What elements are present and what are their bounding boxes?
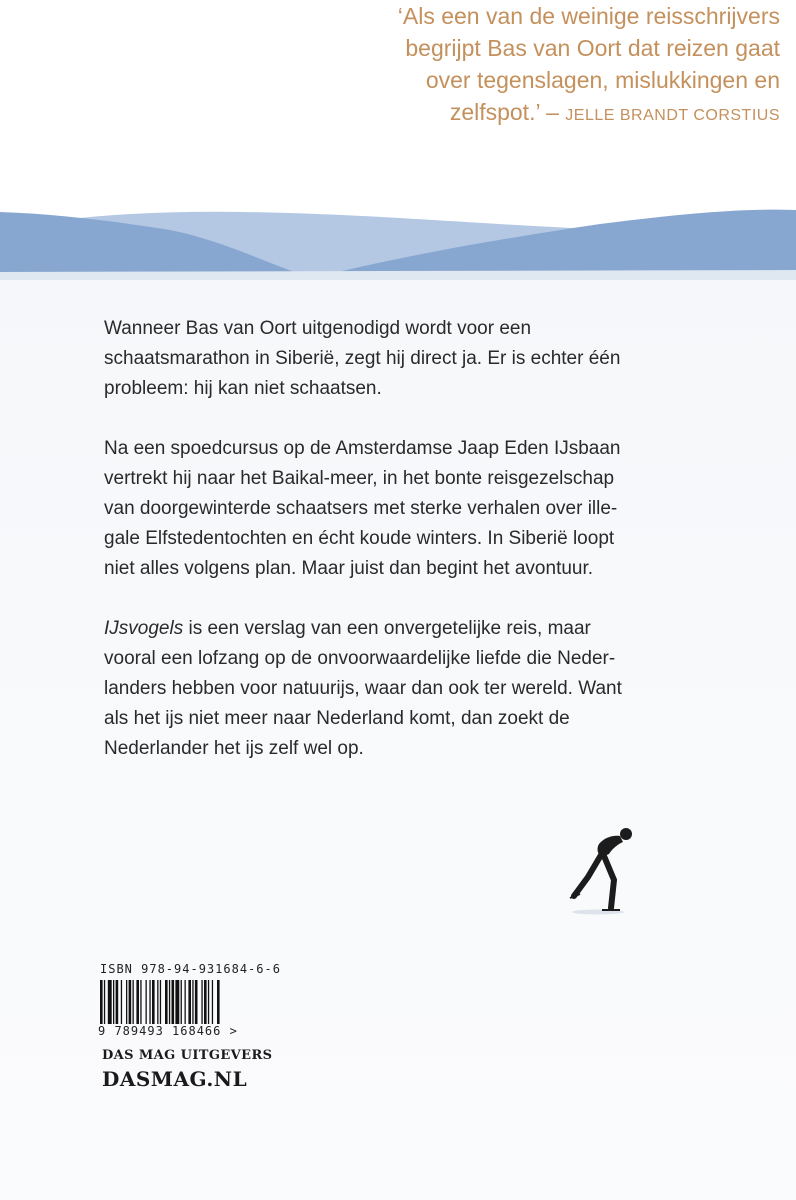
barcode-bar: [100, 980, 103, 1024]
barcode-bar: [140, 980, 141, 1024]
barcode-bar: [195, 980, 198, 1024]
barcode-bar: [116, 980, 119, 1024]
quote-line: ‘Als een van de weinige reisschrijvers: [397, 3, 780, 29]
barcode-bar: [152, 980, 155, 1024]
blurb-paragraph-3: [104, 614, 764, 764]
barcode-digits: 9 789493 168466 >: [98, 1024, 238, 1038]
blurb-paragraph-2: [104, 434, 764, 584]
barcode-bar: [129, 980, 132, 1024]
barcode-bar: [165, 980, 168, 1024]
barcode-bar: [181, 980, 182, 1024]
blurb-line: probleem: hij kan niet schaatsen.: [104, 378, 382, 399]
blurb-line: schaatsmarathon in Siberië, zegt hij direct ja. Er is echter één: [104, 348, 621, 369]
mountain-landscape: [0, 200, 796, 280]
barcode-bar: [201, 980, 202, 1024]
blurb-paragraph-1: [104, 314, 764, 404]
skater-head: [620, 828, 632, 840]
blurb-line: niet alles volgens plan. Maar juist dan begint het avontuur.: [104, 558, 594, 579]
publisher-block: [102, 1048, 272, 1091]
barcode-bar: [185, 980, 186, 1024]
barcode-bar: [172, 980, 175, 1024]
review-quote: [0, 0, 780, 132]
barcode-bar: [121, 980, 122, 1024]
blurb-line: landers hebben voor natuurijs, waar dan ook ter wereld. Want: [104, 678, 622, 699]
barcode-bar: [212, 980, 213, 1024]
book-blurb: [104, 314, 764, 794]
blurb-line: vooral een lofzang op de onvoorwaardelijke liefde die Neder-: [104, 648, 616, 669]
blurb-line: Wanneer Bas van Oort uitgenodigd wordt voor een: [104, 318, 532, 339]
barcode-bar: [160, 980, 161, 1024]
skater-back-leg: [574, 855, 601, 896]
publisher-name: DAS MAG UITGEVERS: [102, 1048, 273, 1063]
barcode-bar: [192, 980, 193, 1024]
blurb-line: Nederlander het ijs zelf wel op.: [104, 738, 364, 759]
barcode-bar: [208, 980, 209, 1024]
barcode-bar: [146, 980, 147, 1024]
barcode-bar: [157, 980, 158, 1024]
publisher-url: DASMAG.NL: [102, 1067, 248, 1091]
barcode: [100, 980, 260, 1024]
blurb-line: Na een spoedcursus op de Amsterdamse Jaap Eden IJsbaan: [104, 438, 621, 459]
barcode-bar: [188, 980, 191, 1024]
blurb-line: als het ijs niet meer naar Nederland komt, dan zoekt de: [104, 708, 570, 729]
barcode-bar: [108, 980, 112, 1024]
book-title: IJsvogels: [104, 618, 184, 639]
skater-illustration: [568, 822, 638, 916]
blurb-line-text: is een verslag van een onvergetelijke reis, maar: [183, 618, 591, 639]
quote-line: [0, 96, 780, 132]
quote-line-text: zelfspot.’ –: [449, 99, 559, 125]
blurb-line: vertrekt hij naar het Baikal-meer, in het bonte reisgezelschap: [104, 468, 615, 489]
barcode-bar: [217, 980, 220, 1024]
skater-front-leg: [604, 856, 614, 908]
barcode-bar: [169, 980, 170, 1024]
quote-author: JELLE BRANDT CORSTIUS: [565, 107, 780, 124]
isbn-text: ISBN 978-94-931684-6-6: [100, 962, 281, 976]
quote-line: over tegenslagen, mislukkingen en: [425, 67, 780, 93]
barcode-bar: [136, 980, 139, 1024]
blurb-line: gale Elfstedentochten en écht koude winters. In Siberië loopt: [104, 528, 615, 549]
quote-line: begrijpt Bas van Oort dat reizen gaat: [405, 35, 780, 61]
blurb-line: van doorgewinterde schaatsers met sterke verhalen over ille-: [104, 498, 618, 519]
barcode-bar: [175, 980, 179, 1024]
barcode-bar: [133, 980, 134, 1024]
barcode-bar: [113, 980, 114, 1024]
barcode-bar: [204, 980, 207, 1024]
blurb-line: [104, 614, 764, 644]
barcode-bar: [104, 980, 105, 1024]
barcode-bar: [126, 980, 127, 1024]
barcode-bar: [149, 980, 150, 1024]
